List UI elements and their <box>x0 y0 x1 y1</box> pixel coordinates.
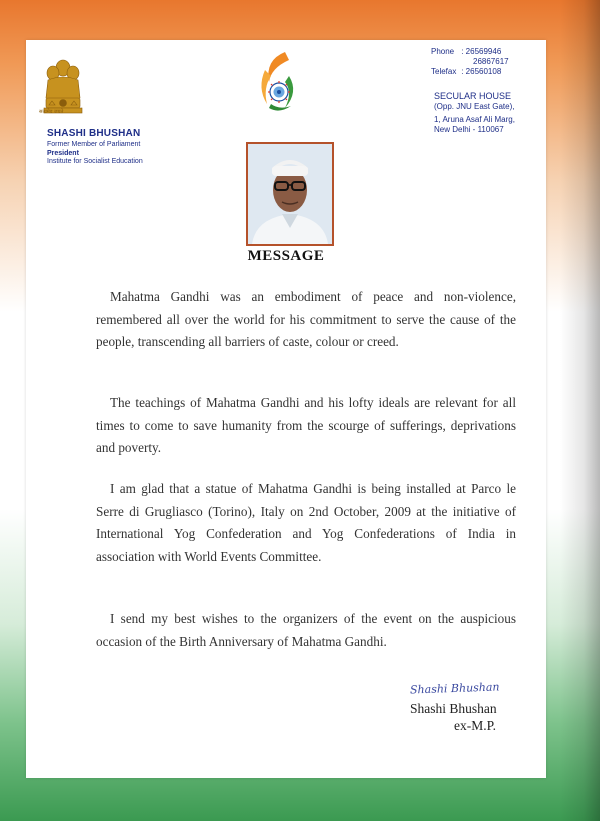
sender-designation: Former Member of Parliament <box>47 141 141 148</box>
letter-sheet <box>26 40 546 778</box>
portrait-photo <box>246 142 334 246</box>
national-emblem-icon <box>40 56 86 132</box>
message-paragraph-2 <box>96 392 516 460</box>
flag-swirl-logo-icon <box>255 50 301 116</box>
phone-label: Phone <box>431 47 455 56</box>
phone-number-1: : 26569946 <box>461 47 502 56</box>
address-line-3: New Delhi - 110067 <box>434 124 504 134</box>
phone-number-2: 26867617 <box>473 57 509 66</box>
telefax-number: : 26560108 <box>461 67 502 76</box>
sender-role: President <box>47 150 79 157</box>
address-name: SECULAR HOUSE <box>434 91 512 101</box>
paragraph-text: I send my best wishes to the organizers of the event on the auspicious occasion of the Birth Anniversary of Mahatma Gandhi. <box>96 611 516 649</box>
signatory-name: Shashi Bhushan <box>410 701 497 716</box>
paragraph-text: Mahatma Gandhi was an embodiment of peace and non-violence, remembered all over the world for his commitment to serve the cause of the people, transcending all barriers of caste, colour or creed. <box>96 289 516 349</box>
telefax-label: Telefax <box>431 67 457 76</box>
sender-organization: Institute for Socialist Education <box>47 158 143 165</box>
contact-block <box>431 47 509 77</box>
handwritten-signature: Shashi Bhushan <box>409 680 500 697</box>
page-edge-shadow <box>560 0 600 821</box>
page-title: MESSAGE <box>247 248 325 264</box>
message-paragraph-1 <box>96 286 516 354</box>
sender-name: SHASHI BHUSHAN <box>47 128 141 139</box>
address-line-1: (Opp. JNU East Gate), <box>434 101 515 111</box>
paragraph-text: The teachings of Mahatma Gandhi and his lofty ideals are relevant for all times to come to save humanity from the scourge of sufferings, deprivations and poverty. <box>96 395 516 455</box>
address-line-2: 1, Aruna Asaf Ali Marg, <box>434 115 515 124</box>
signatory-title: ex-M.P. <box>454 718 497 733</box>
emblem-caption: सत्यमेव जयते <box>39 109 64 115</box>
paragraph-text: I am glad that a statue of Mahatma Gandhi is being installed at Parco le Serre di Grugliasco (Torino), Italy on 2nd October, 2009 at the initiative of International Yog Confederation and Yog Confederations of India in association with World Events Committee. <box>96 481 516 564</box>
message-paragraph-4 <box>96 608 516 653</box>
address-block <box>434 92 515 134</box>
message-paragraph-3 <box>96 478 516 568</box>
